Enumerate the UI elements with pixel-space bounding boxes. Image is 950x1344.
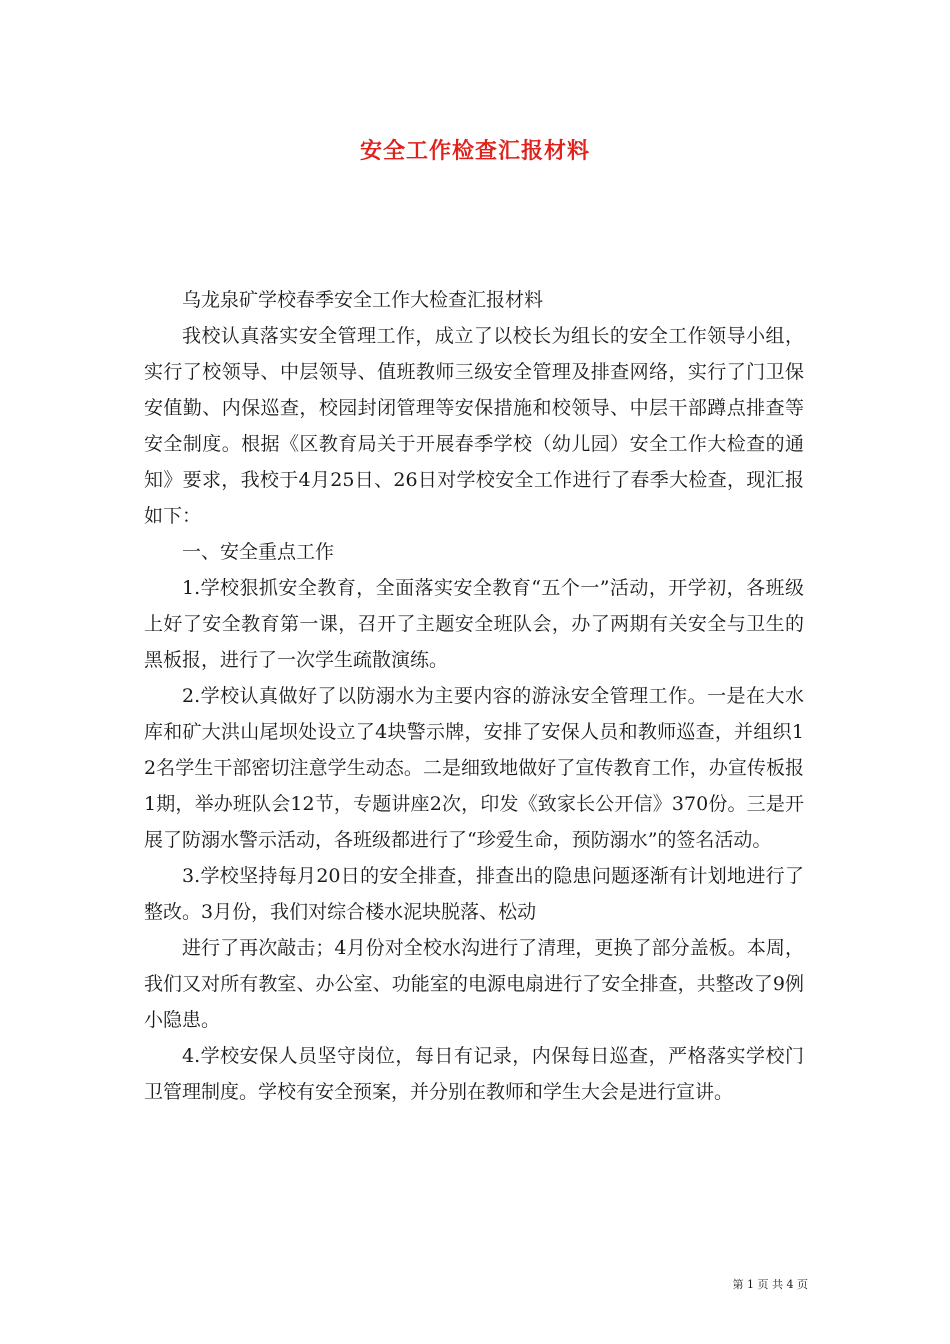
page-title: 安全工作检查汇报材料 — [359, 138, 590, 164]
paragraph-item-3: 3.学校坚持每月20日的安全排查，排查出的隐患问题逐渐有计划地进行了整改。3月份，我们对综合楼水泥块脱落、松动 — [144, 865, 804, 923]
paragraph-item-4: 4.学校安保人员坚守岗位，每日有记录，内保每日巡查，严格落实学校门卫管理制度。学校有安全预案，并分别在教师和学生大会是进行宣讲。 — [144, 1045, 804, 1103]
paragraph-item-2: 2.学校认真做好了以防溺水为主要内容的游泳安全管理工作。一是在大水库和矿大洪山尾坝处设立了4块警示牌，安排了安保人员和教师巡查，并组织12名学生干部密切注意学生动态。二是细致地做好了宣传教育工作，办宣传板报1期，举办班队会12节，专题讲座2次，印发《致家长公开信》370份。三是开展了防溺水警示活动，各班级都进行了“珍爱生命，预防溺水”的签名活动。 — [144, 685, 804, 851]
section-heading: 一、安全重点工作 — [182, 541, 335, 563]
paragraph-item-1: 1.学校狠抓安全教育，全面落实安全教育“五个一”活动，开学初，各班级上好了安全教育第一课，召开了主题安全班队会，办了两期有关安全与卫生的黑板报，进行了一次学生疏散演练。 — [144, 577, 804, 671]
paragraph-item-3-continued: 进行了再次敲击；4月份对全校水沟进行了清理，更换了部分盖板。本周，我们又对所有教室、办公室、功能室的电源电扇进行了安全排查，共整改了9例小隐患。 — [144, 937, 804, 1031]
document-body — [144, 282, 804, 1110]
paragraph-intro: 我校认真落实安全管理工作，成立了以校长为组长的安全工作领导小组，实行了校领导、中层领导、值班教师三级安全管理及排查网络，实行了门卫保安值勤、内保巡查，校园封闭管理等安保措施和校领导、中层干部蹲点排查等安全制度。根据《区教育局关于开展春季学校（幼儿园）安全工作大检查的通知》要求，我校于4月25日、26日对学校安全工作进行了春季大检查，现汇报如下： — [144, 325, 804, 527]
paragraph-subtitle: 乌龙泉矿学校春季安全工作大检查汇报材料 — [182, 289, 544, 311]
page-footer: 第 1 页 共 4 页 — [732, 1278, 808, 1291]
